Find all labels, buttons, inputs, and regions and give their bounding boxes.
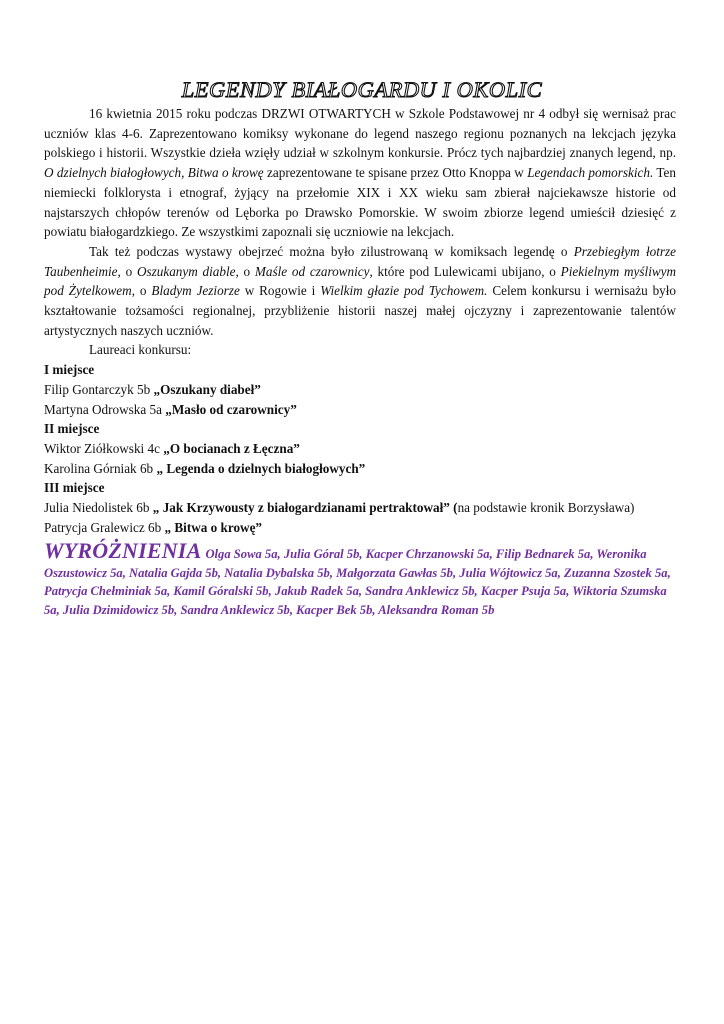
laureate-work: „Oszukany diabeł” (153, 381, 261, 397)
laureate-name: Julia Niedolistek 6b (44, 500, 153, 516)
honors-section (44, 538, 682, 619)
intro-text: , o (235, 263, 255, 279)
laureate-name: Karolina Górniak 6b (44, 460, 157, 476)
laureate-entry (44, 518, 676, 538)
third-place-heading: III miejsce (44, 480, 105, 496)
legend-title-italic: Bladym Jeziorze (151, 283, 240, 299)
laureate-entry (44, 380, 676, 400)
laureate-name: Wiktor Ziółkowski 4c (44, 440, 164, 456)
legend-title-italic: Wielkim głazie pod Tychowem. (320, 283, 488, 299)
legend-title-italic: Piekielnym myśliwym pod Żytelkowem (44, 263, 677, 299)
laureate-work: „ Jak Krzywousty z białogardzianami pertraktował” ( (152, 500, 458, 516)
laureate-note: na podstawie kronik Borzysława) (457, 500, 635, 516)
intro-text: Celem konkursu i wernisażu było kształtowanie tożsamości regionalnej, przybliżenie historii naszej małej ojczyzny i zaprezentowanie talentów artystycznych naszych uczniów. (44, 283, 677, 338)
intro-text: zaprezentowane te spisane przez Otto Knoppa w (263, 165, 528, 181)
intro-text: , o (117, 263, 137, 279)
intro-text: 16 kwietnia 2015 roku podczas DRZWI OTWARTYCH w Szkole Podstawowej nr 4 odbył się wernisaż prac uczniów klas 4-6. Zaprezentowano komiksy wykonane do legend naszego regionu poznanych na lekcjach języka polskiego i historii. Wszystkie dzieła wzięły udział w szkolnym konkursie. Prócz tych najbardziej znanych legend, np. (44, 106, 676, 161)
laureate-work: „ Legenda o dzielnych białogłowych” (156, 460, 366, 476)
document-title: LEGENDY BIAŁOGARDU I OKOLIC (181, 77, 543, 102)
laureate-work: „Masło od czarownicy” (165, 401, 297, 417)
laureate-entry (44, 498, 676, 518)
intro-paragraph-2 (44, 242, 676, 341)
book-title-italic: Legendach pomorskich. (527, 165, 654, 181)
laureate-name: Martyna Odrowska 5a (44, 401, 166, 417)
intro-text: Tak też podczas wystawy obejrzeć można było zilustrowaną w komiksach legendę o (89, 243, 574, 259)
laureate-name: Patrycja Gralewicz 6b (44, 519, 165, 535)
document-body (44, 104, 676, 537)
legend-title-italic: Maśle od czarownicy (254, 263, 370, 279)
intro-paragraph-1 (44, 104, 676, 242)
second-place-heading: II miejsce (44, 421, 100, 437)
laureate-entry (44, 400, 676, 420)
first-place-heading: I miejsce (44, 362, 95, 378)
laureate-work: „O bocianach z Łęczna” (163, 440, 300, 456)
laureate-work: „ Bitwa o krowę” (164, 519, 263, 535)
laureate-entry (44, 439, 676, 459)
honors-names: Olga Sowa 5a, Julia Góral 5b, Kacper Chrzanowski 5a, Filip Bednarek 5a, Weronika Oszustowicz 5a, Natalia Gajda 5b, Natalia Dybalska 5b, Małgorzata Gawłas 5b, Julia Wójtowicz 5a, Zuzanna Szostek 5a, Patrycja Chełminiak 5a, Kamil Góralski 5b, Jakub Radek 5a, Sandra Anklewicz 5b, Kacper Psuja 5a, Wiktoria Szumska 5a, Julia Dzimidowicz 5b, Sandra Anklewicz 5b, Kacper Bek 5b, Aleksandra Roman 5b (44, 547, 671, 617)
intro-text: , które pod Lulewicami ubijano, o (369, 263, 561, 279)
laureates-label: Laureaci konkursu: (89, 342, 192, 358)
laureate-name: Filip Gontarczyk 5b (44, 381, 154, 397)
legend-title-italic: Oszukanym diable (136, 263, 236, 279)
legend-title-italic: Przebiegłym łotrze Taubenheimie (44, 243, 676, 279)
honors-title: WYRÓŻNIENIA (44, 538, 202, 563)
intro-text: , o (131, 283, 152, 299)
legend-title-italic: O dzielnych białogłowych, Bitwa o krowę (44, 165, 264, 181)
intro-text: Ten niemiecki folklorysta i etnograf, żyjący na przełomie XIX i XX wieku sam zbierał najciekawsze historie od najstarszych chłopów terenów od Lęborka po Drawsko Pomorskie. W swoim zbiorze legend umieścił dziesięć z powiatu białogardzkiego. Ze wszystkimi zapoznali się uczniowie na lekcjach. (44, 165, 676, 240)
laureate-entry (44, 459, 676, 479)
intro-text: w Rogowie i (239, 283, 321, 299)
